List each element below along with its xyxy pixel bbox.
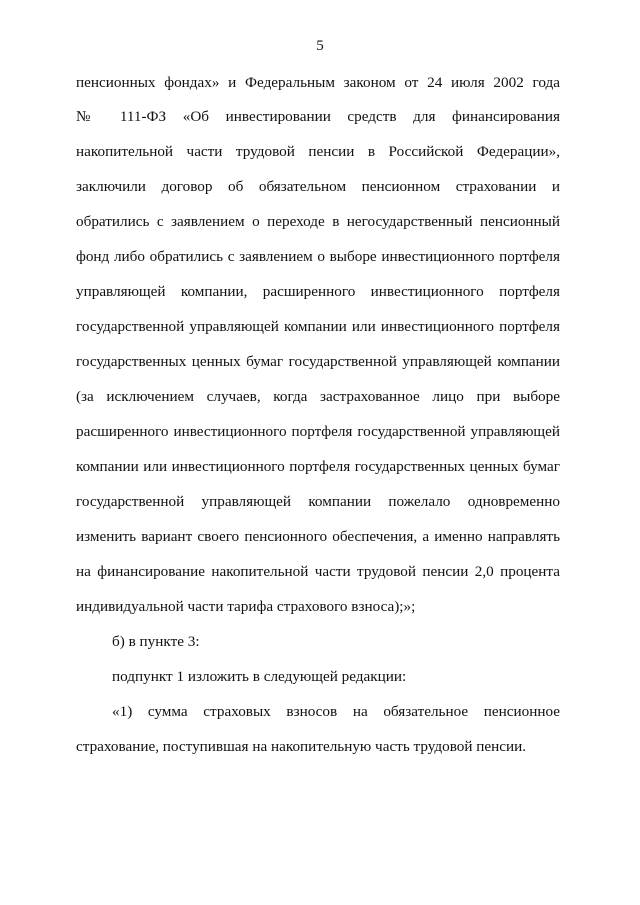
- text-line: № 111-ФЗ «Об инвестировании средств для финансирования: [76, 108, 560, 125]
- text-line: государственных ценных бумаг государственной управляющей компании: [76, 353, 560, 370]
- text-line: пенсионных фондах» и Федеральным законом от 24 июля 2002 года: [76, 74, 560, 91]
- text-line: подпункт 1 изложить в следующей редакции:: [112, 668, 407, 685]
- text-line: заключили договор об обязательном пенсионном страховании и: [76, 178, 560, 195]
- text-line: (за исключением случаев, когда застрахованное лицо при выборе: [76, 388, 560, 405]
- text-line: государственной управляющей компании пожелало одновременно: [76, 493, 560, 510]
- text-line: фонд либо обратились с заявлением о выборе инвестиционного портфеля: [76, 248, 560, 265]
- text-line: страхование, поступившая на накопительную часть трудовой пенсии.: [76, 738, 527, 755]
- text-line: «1) сумма страховых взносов на обязательное пенсионное: [112, 703, 560, 720]
- text-line: обратились с заявлением о переходе в негосударственный пенсионный: [76, 213, 560, 230]
- text-line: компании или инвестиционного портфеля государственных ценных бумаг: [76, 458, 560, 475]
- text-line: государственной управляющей компании или инвестиционного портфеля: [76, 318, 560, 335]
- text-line: б) в пункте 3:: [112, 633, 200, 650]
- text-line: расширенного инвестиционного портфеля государственной управляющей: [76, 423, 560, 440]
- text-line: на финансирование накопительной части трудовой пенсии 2,0 процента: [76, 563, 560, 580]
- text-line: накопительной части трудовой пенсии в Российской Федерации»,: [76, 143, 560, 160]
- page-number: 5: [316, 38, 324, 54]
- text-line: изменить вариант своего пенсионного обеспечения, а именно направлять: [76, 528, 560, 545]
- text-line: индивидуальной части тарифа страхового взноса);»;: [76, 598, 416, 615]
- text-line: управляющей компании, расширенного инвестиционного портфеля: [76, 283, 560, 300]
